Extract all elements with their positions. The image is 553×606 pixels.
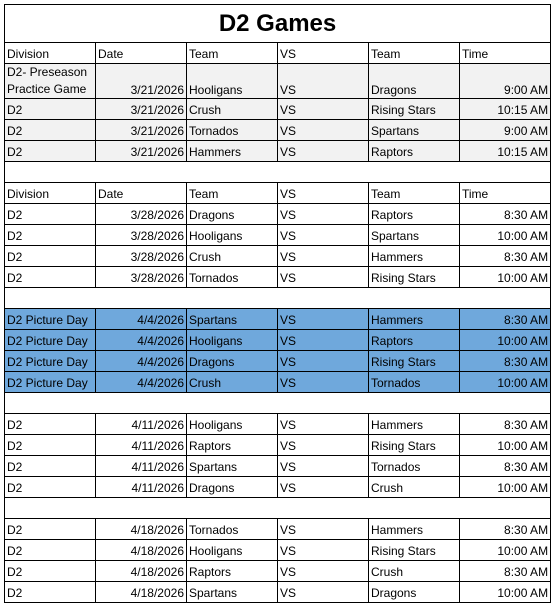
division-cell: D2 xyxy=(5,540,96,561)
vs-cell: VS xyxy=(278,477,369,498)
spacer-cell xyxy=(460,288,551,309)
opponent-cell: Hammers xyxy=(369,246,460,267)
date-cell: 3/28/2026 xyxy=(96,225,187,246)
spacer-cell xyxy=(278,288,369,309)
division-cell: D2 xyxy=(5,561,96,582)
column-header: Date xyxy=(96,43,187,64)
vs-cell: VS xyxy=(278,414,369,435)
date-cell: 4/18/2026 xyxy=(96,519,187,540)
date-cell: 4/18/2026 xyxy=(96,561,187,582)
opponent-cell: Rising Stars xyxy=(369,351,460,372)
opponent-cell: Raptors xyxy=(369,330,460,351)
date-cell: 4/4/2026 xyxy=(96,372,187,393)
division-cell: D2 xyxy=(5,120,96,141)
time-cell: 10:00 AM xyxy=(460,225,551,246)
spacer-cell xyxy=(187,162,278,183)
opponent-cell: Rising Stars xyxy=(369,99,460,120)
opponent-cell: Rising Stars xyxy=(369,435,460,456)
team-cell: Tornados xyxy=(187,519,278,540)
team-cell: Spartans xyxy=(187,582,278,603)
date-cell: 4/4/2026 xyxy=(96,351,187,372)
table-row xyxy=(5,120,551,141)
spacer-cell xyxy=(369,498,460,519)
vs-cell: VS xyxy=(278,309,369,330)
spacer-cell xyxy=(187,288,278,309)
division-cell: D2 xyxy=(5,267,96,288)
date-cell: 3/28/2026 xyxy=(96,267,187,288)
time-cell: 10:00 AM xyxy=(460,372,551,393)
header-row xyxy=(5,183,551,204)
team-cell: Tornados xyxy=(187,120,278,141)
vs-cell: VS xyxy=(278,372,369,393)
spacer-cell xyxy=(187,498,278,519)
date-cell: 3/21/2026 xyxy=(96,141,187,162)
table-row xyxy=(5,99,551,120)
division-cell: D2 Picture Day xyxy=(5,351,96,372)
column-header: Division xyxy=(5,183,96,204)
vs-cell: VS xyxy=(278,246,369,267)
time-cell: 10:00 AM xyxy=(460,330,551,351)
table-row xyxy=(5,477,551,498)
table-row xyxy=(5,141,551,162)
division-cell: D2 xyxy=(5,99,96,120)
date-cell: 4/18/2026 xyxy=(96,582,187,603)
team-cell: Hammers xyxy=(187,141,278,162)
opponent-cell: Crush xyxy=(369,477,460,498)
division-cell: D2 xyxy=(5,204,96,225)
column-header: Team xyxy=(369,43,460,64)
table-row xyxy=(5,204,551,225)
team-cell: Spartans xyxy=(187,309,278,330)
time-cell: 10:00 AM xyxy=(460,582,551,603)
time-cell: 8:30 AM xyxy=(460,519,551,540)
team-cell: Spartans xyxy=(187,456,278,477)
division-cell: D2 xyxy=(5,582,96,603)
team-cell: Hooligans xyxy=(187,225,278,246)
team-cell: Dragons xyxy=(187,351,278,372)
header-row xyxy=(5,43,551,64)
spacer-cell xyxy=(460,393,551,414)
games-sheet xyxy=(4,4,551,603)
opponent-cell: Rising Stars xyxy=(369,267,460,288)
spacer-cell xyxy=(278,393,369,414)
spacer-row xyxy=(5,393,551,414)
spacer-row xyxy=(5,162,551,183)
division-cell: D2 xyxy=(5,435,96,456)
date-cell: 3/21/2026 xyxy=(96,99,187,120)
spacer-row xyxy=(5,288,551,309)
team-cell: Raptors xyxy=(187,435,278,456)
table-row xyxy=(5,225,551,246)
table-row xyxy=(5,540,551,561)
time-cell: 8:30 AM xyxy=(460,414,551,435)
division-cell: D2 xyxy=(5,477,96,498)
division-cell: D2 xyxy=(5,456,96,477)
division-cell: D2 xyxy=(5,246,96,267)
opponent-cell: Dragons xyxy=(369,582,460,603)
games-table xyxy=(4,4,551,603)
time-cell: 8:30 AM xyxy=(460,204,551,225)
vs-cell: VS xyxy=(278,519,369,540)
column-header: Team xyxy=(187,43,278,64)
spacer-cell xyxy=(5,162,96,183)
team-cell: Dragons xyxy=(187,477,278,498)
time-cell: 8:30 AM xyxy=(460,561,551,582)
opponent-cell: Hammers xyxy=(369,309,460,330)
vs-cell: VS xyxy=(278,351,369,372)
time-cell: 10:15 AM xyxy=(460,141,551,162)
vs-cell: VS xyxy=(278,330,369,351)
column-header: Division xyxy=(5,43,96,64)
opponent-cell: Crush xyxy=(369,561,460,582)
division-label: D2- Preseason Practice Game xyxy=(7,65,88,96)
table-row xyxy=(5,64,551,99)
division-cell: D2 Picture Day xyxy=(5,330,96,351)
spacer-cell xyxy=(278,498,369,519)
date-cell: 4/4/2026 xyxy=(96,309,187,330)
division-cell: D2 xyxy=(5,414,96,435)
table-row xyxy=(5,561,551,582)
opponent-cell: Raptors xyxy=(369,204,460,225)
date-cell: 3/28/2026 xyxy=(96,204,187,225)
date-cell: 4/11/2026 xyxy=(96,477,187,498)
spacer-cell xyxy=(5,393,96,414)
vs-cell: VS xyxy=(278,64,369,99)
team-cell: Tornados xyxy=(187,267,278,288)
division-cell: D2 Picture Day xyxy=(5,372,96,393)
column-header: Time xyxy=(460,43,551,64)
time-cell: 8:30 AM xyxy=(460,351,551,372)
table-row xyxy=(5,414,551,435)
spacer-cell xyxy=(5,288,96,309)
date-cell: 4/11/2026 xyxy=(96,414,187,435)
column-header: Date xyxy=(96,183,187,204)
vs-cell: VS xyxy=(278,435,369,456)
column-header: Team xyxy=(369,183,460,204)
team-cell: Raptors xyxy=(187,561,278,582)
vs-cell: VS xyxy=(278,540,369,561)
date-cell: 4/4/2026 xyxy=(96,330,187,351)
opponent-cell: Tornados xyxy=(369,456,460,477)
vs-cell: VS xyxy=(278,120,369,141)
date-cell: 4/18/2026 xyxy=(96,540,187,561)
table-row xyxy=(5,456,551,477)
vs-cell: VS xyxy=(278,141,369,162)
table-row xyxy=(5,519,551,540)
spacer-cell xyxy=(369,288,460,309)
spacer-row xyxy=(5,498,551,519)
column-header: VS xyxy=(278,183,369,204)
table-row xyxy=(5,582,551,603)
table-row xyxy=(5,435,551,456)
date-cell: 4/11/2026 xyxy=(96,435,187,456)
table-row xyxy=(5,267,551,288)
vs-cell: VS xyxy=(278,267,369,288)
team-cell: Hooligans xyxy=(187,414,278,435)
table-row xyxy=(5,246,551,267)
opponent-cell: Raptors xyxy=(369,141,460,162)
vs-cell: VS xyxy=(278,204,369,225)
opponent-cell: Spartans xyxy=(369,120,460,141)
time-cell: 10:00 AM xyxy=(460,267,551,288)
date-cell: 4/11/2026 xyxy=(96,456,187,477)
page-title: D2 Games xyxy=(5,5,551,43)
column-header: Time xyxy=(460,183,551,204)
team-cell: Crush xyxy=(187,246,278,267)
spacer-cell xyxy=(460,498,551,519)
time-cell: 10:00 AM xyxy=(460,540,551,561)
opponent-cell: Spartans xyxy=(369,225,460,246)
vs-cell: VS xyxy=(278,99,369,120)
time-cell: 9:00 AM xyxy=(460,120,551,141)
team-cell: Crush xyxy=(187,99,278,120)
time-cell: 10:00 AM xyxy=(460,435,551,456)
time-cell: 8:30 AM xyxy=(460,456,551,477)
spacer-cell xyxy=(460,162,551,183)
team-cell: Crush xyxy=(187,372,278,393)
table-row xyxy=(5,351,551,372)
team-cell: Hooligans xyxy=(187,330,278,351)
vs-cell: VS xyxy=(278,456,369,477)
column-header: VS xyxy=(278,43,369,64)
team-cell: Hooligans xyxy=(187,540,278,561)
spacer-cell xyxy=(96,162,187,183)
opponent-cell: Rising Stars xyxy=(369,540,460,561)
spacer-cell xyxy=(278,162,369,183)
vs-cell: VS xyxy=(278,561,369,582)
column-header: Team xyxy=(187,183,278,204)
time-cell: 10:15 AM xyxy=(460,99,551,120)
division-cell: D2 xyxy=(5,519,96,540)
spacer-cell xyxy=(369,393,460,414)
games-table-body xyxy=(5,5,551,603)
opponent-cell: Hammers xyxy=(369,414,460,435)
division-cell: D2 xyxy=(5,225,96,246)
team-cell: Hooligans xyxy=(187,64,278,99)
table-row xyxy=(5,309,551,330)
opponent-cell: Tornados xyxy=(369,372,460,393)
date-cell: 3/21/2026 xyxy=(96,64,187,99)
spacer-cell xyxy=(96,288,187,309)
time-cell: 10:00 AM xyxy=(460,477,551,498)
division-cell xyxy=(5,64,96,99)
table-row xyxy=(5,372,551,393)
table-row xyxy=(5,330,551,351)
team-cell: Dragons xyxy=(187,204,278,225)
date-cell: 3/28/2026 xyxy=(96,246,187,267)
spacer-cell xyxy=(369,162,460,183)
division-cell: D2 xyxy=(5,141,96,162)
division-cell: D2 Picture Day xyxy=(5,309,96,330)
opponent-cell: Dragons xyxy=(369,64,460,99)
spacer-cell xyxy=(96,393,187,414)
time-cell: 9:00 AM xyxy=(460,64,551,99)
opponent-cell: Hammers xyxy=(369,519,460,540)
vs-cell: VS xyxy=(278,582,369,603)
time-cell: 8:30 AM xyxy=(460,309,551,330)
spacer-cell xyxy=(5,498,96,519)
spacer-cell xyxy=(187,393,278,414)
time-cell: 8:30 AM xyxy=(460,246,551,267)
date-cell: 3/21/2026 xyxy=(96,120,187,141)
vs-cell: VS xyxy=(278,225,369,246)
spacer-cell xyxy=(96,498,187,519)
